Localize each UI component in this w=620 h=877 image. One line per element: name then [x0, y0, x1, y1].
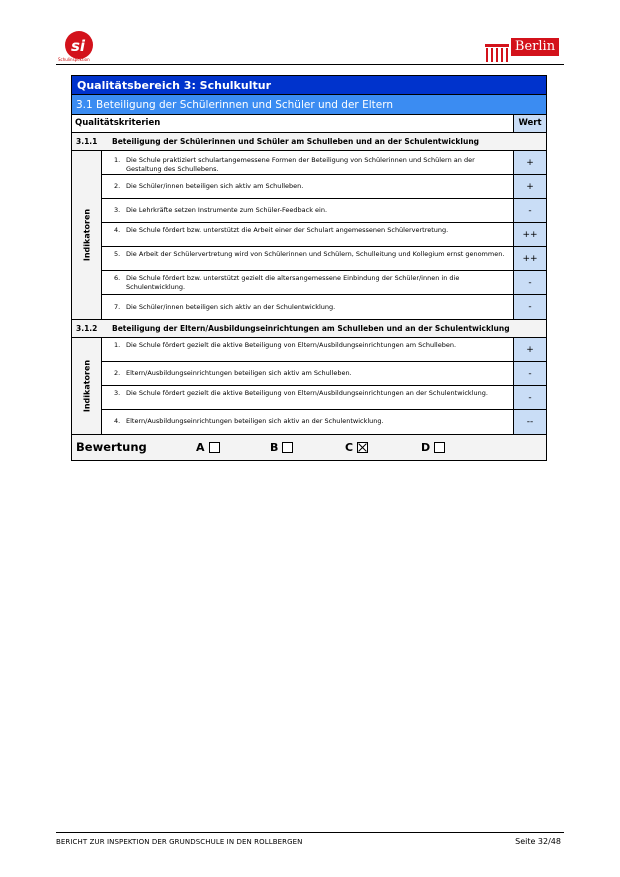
indicator-text: Die Schule praktiziert schulartangemessene Formen der Beteiligung von Schülerinnen und Schülern an der Gestaltung des Schullebens. — [126, 156, 475, 173]
indicator-value: - — [513, 386, 546, 409]
indicator-value: - — [513, 271, 546, 294]
rating-option-a[interactable]: A — [196, 435, 220, 460]
indicator-number: 1. — [114, 156, 121, 164]
table-subtitle: 3.1 Beteiligung der Schülerinnen und Schüler und der Eltern — [72, 95, 546, 115]
indicator-value: - — [513, 199, 546, 222]
indicator-number: 1. — [114, 341, 121, 349]
indicator-value: -- — [513, 410, 546, 434]
indicator-value: + — [513, 175, 546, 198]
value-header: Wert — [513, 115, 546, 132]
rating-checkbox[interactable] — [282, 442, 293, 453]
indicator-text: Die Arbeit der Schülervertretung wird von Schülerinnen und Schülern, Schulleitung und Kollegium ernst genommen. — [126, 250, 505, 258]
section-header — [72, 320, 546, 338]
indicator-text: Die Schule fördert bzw. unterstützt die Arbeit einer der Schulart angemessenen Schülervertretung. — [126, 226, 449, 234]
indicator-text: Eltern/Ausbildungseinrichtungen beteiligen sich aktiv an der Schulentwicklung. — [126, 417, 384, 425]
indicator-label: Indikatoren — [82, 208, 91, 262]
brandenburg-gate-icon — [483, 44, 511, 62]
footer-divider — [56, 832, 564, 833]
indicator-number: 2. — [114, 369, 121, 377]
indicator-value: - — [513, 295, 546, 319]
indicator-value: ++ — [513, 223, 546, 246]
indicator-number: 7. — [114, 303, 121, 311]
section-header — [72, 133, 546, 151]
indicator-number: 3. — [114, 389, 121, 397]
indicator-row — [102, 199, 546, 223]
indicator-text: Eltern/Ausbildungseinrichtungen beteiligen sich aktiv am Schulleben. — [126, 369, 352, 377]
footer-report-title: BERICHT ZUR INSPEKTION DER GRUNDSCHULE IN DEN ROLLBERGEN — [56, 838, 303, 846]
indicator-value: - — [513, 362, 546, 385]
indicator-number: 5. — [114, 250, 121, 258]
indicator-number: 4. — [114, 417, 121, 425]
section-number: 3.1.2 — [76, 324, 98, 333]
indicator-block — [72, 338, 546, 435]
indicator-label-cell — [72, 151, 102, 319]
indicator-text: Die Schüler/innen beteiligen sich aktiv am Schulleben. — [126, 182, 304, 190]
rating-option-c[interactable]: C — [345, 435, 368, 460]
rating-checkbox[interactable] — [434, 442, 445, 453]
indicator-row — [102, 247, 546, 271]
section-number: 3.1.1 — [76, 137, 98, 146]
indicator-row — [102, 151, 546, 175]
indicator-number: 6. — [114, 274, 121, 282]
indicator-number: 3. — [114, 206, 121, 214]
indicator-text: Die Schule fördert gezielt die aktive Beteiligung von Eltern/Ausbildungseinrichtungen am Schulleben. — [126, 341, 457, 349]
indicator-text: Die Schule fördert bzw. unterstützt gezielt die altersangemessene Einbindung der Schüler/innen in die Schulentwicklung. — [126, 274, 460, 291]
indicator-row — [102, 175, 546, 199]
quality-table — [71, 75, 547, 461]
indicator-label: Indikatoren — [82, 359, 91, 413]
indicator-value: + — [513, 151, 546, 174]
indicator-row — [102, 338, 546, 362]
indicator-text: Die Schule fördert gezielt die aktive Beteiligung von Eltern/Ausbildungseinrichtungen an der Schulentwicklung. — [126, 389, 488, 397]
indicator-block — [72, 151, 546, 320]
section-title: Beteiligung der Schülerinnen und Schüler am Schulleben und an der Schulentwicklung — [112, 137, 480, 146]
indicator-label-cell — [72, 338, 102, 434]
indicator-value: + — [513, 338, 546, 361]
rating-checkbox-checked[interactable] — [357, 442, 368, 453]
indicator-list — [102, 338, 546, 434]
berlin-wordmark: Berlin — [511, 38, 559, 56]
section-title: Beteiligung der Eltern/Ausbildungseinrichtungen am Schulleben und an der Schulentwicklung — [112, 324, 510, 333]
indicator-row — [102, 271, 546, 295]
footer-page-number: Seite 32/48 — [515, 837, 561, 846]
indicator-row — [102, 295, 546, 319]
indicator-row — [102, 362, 546, 386]
indicator-list — [102, 151, 546, 319]
indicator-value: ++ — [513, 247, 546, 270]
criteria-header — [72, 115, 546, 133]
header-divider — [56, 64, 564, 65]
svg-text:si: si — [71, 37, 86, 55]
rating-checkbox[interactable] — [209, 442, 220, 453]
indicator-row — [102, 410, 546, 434]
indicator-number: 4. — [114, 226, 121, 234]
si-logo-caption: Schulinspektion — [58, 57, 90, 62]
rating-option-d[interactable]: D — [421, 435, 445, 460]
indicator-row — [102, 223, 546, 247]
rating-label: Bewertung — [76, 440, 147, 454]
indicator-number: 2. — [114, 182, 121, 190]
criteria-label: Qualitätskriterien — [75, 118, 161, 128]
rating-row — [72, 435, 546, 460]
table-title: Qualitätsbereich 3: Schulkultur — [72, 76, 546, 95]
indicator-text: Die Lehrkräfte setzen Instrumente zum Schüler-Feedback ein. — [126, 206, 328, 214]
indicator-row — [102, 386, 546, 410]
indicator-text: Die Schüler/innen beteiligen sich aktiv an der Schulentwicklung. — [126, 303, 336, 311]
rating-option-b[interactable]: B — [270, 435, 293, 460]
